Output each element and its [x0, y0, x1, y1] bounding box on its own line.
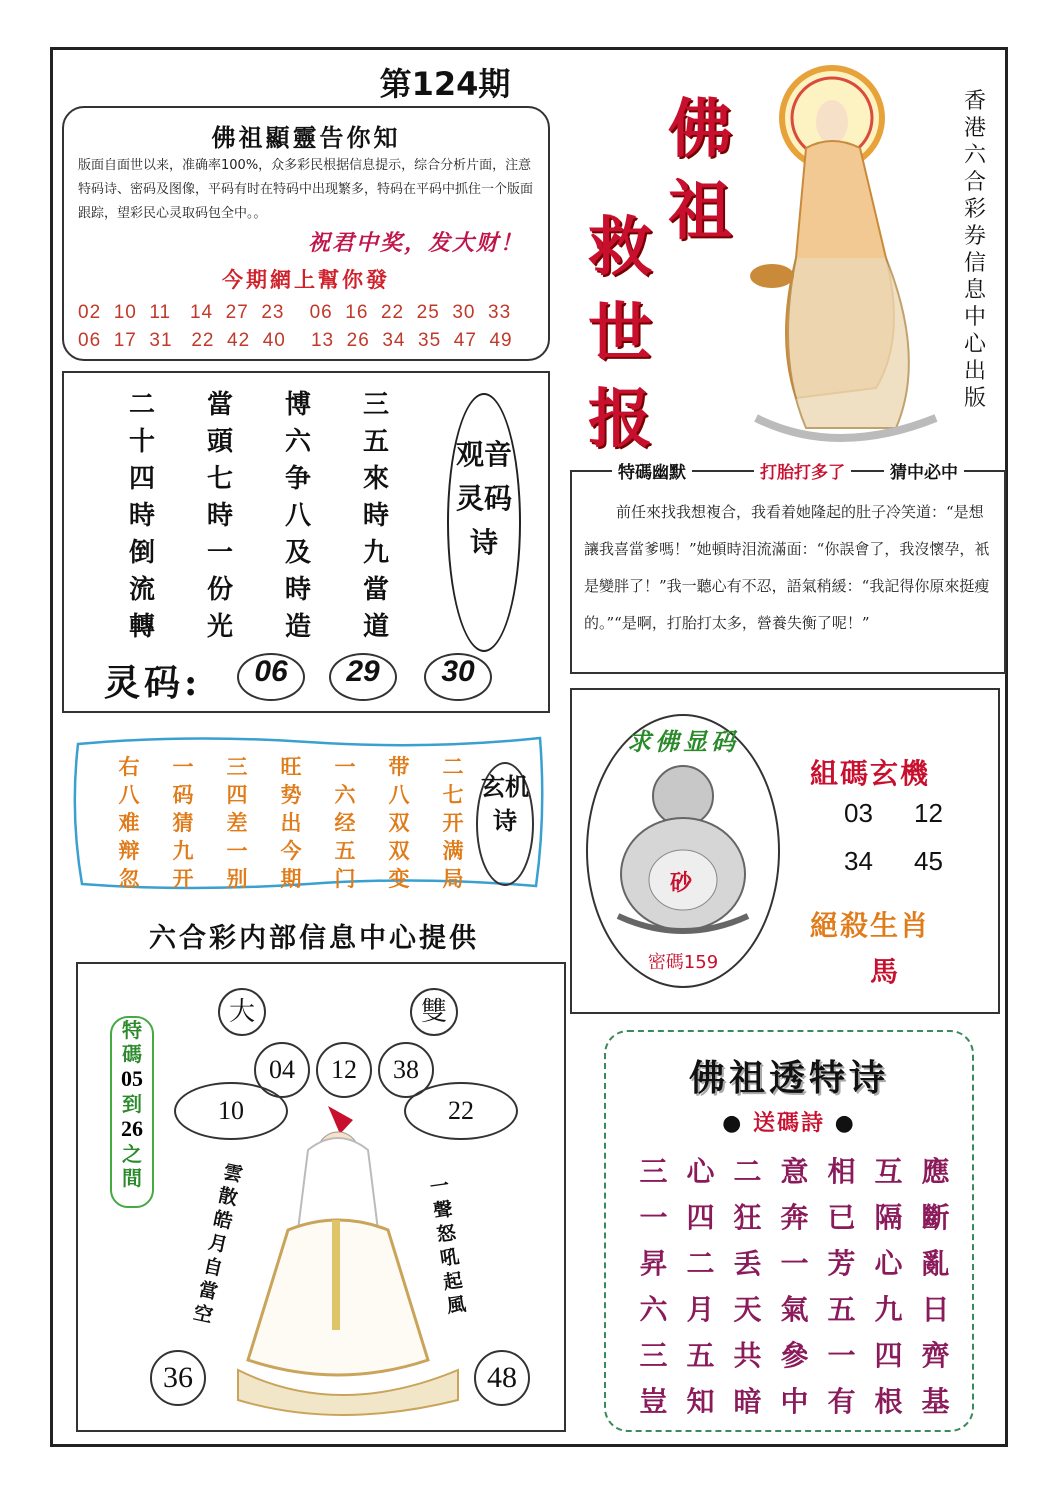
provided-by: 六合彩内部信息中心提供 [149, 923, 479, 954]
poem-cell: 八 [118, 782, 140, 807]
bullet-icon: ● [722, 1110, 744, 1136]
poem-cell: 开 [172, 866, 194, 891]
poem-cell: 轉 [128, 612, 155, 642]
intro-numbers-row-1: 02 10 11 14 27 23 06 16 22 25 30 33 [78, 302, 512, 323]
tema-range-start: 05 [121, 1066, 143, 1091]
issue-number: 第124期 [379, 65, 511, 103]
combo-number: 03 [844, 798, 873, 828]
poem-cell: 码 [172, 782, 194, 807]
poem-cell: 基 [921, 1385, 950, 1418]
right-number: 22 [404, 1082, 518, 1140]
seated-guanyin-illustration [228, 1100, 478, 1426]
masthead-char-4: 世 [588, 296, 652, 371]
poem-cell: 造 [284, 612, 311, 642]
poem-cell: 期 [280, 866, 302, 891]
buddha-oval [586, 714, 780, 988]
poem-cell: 四 [128, 464, 155, 494]
masthead-char-3: 救 [588, 210, 652, 285]
poem-cell: 势 [280, 782, 302, 807]
poem-cell: 旺 [280, 754, 302, 779]
poem-cell: 月 [686, 1293, 715, 1326]
joke-label-left: 特碼幽默 [612, 458, 692, 483]
poem-cell: 份 [206, 575, 233, 605]
poem-cell: 三 [226, 754, 248, 779]
right-poem-vertical: 一聲怒吼起風 [428, 1174, 468, 1318]
kill-zodiac-value: 馬 [870, 955, 899, 988]
poem-cell: 知 [686, 1385, 715, 1418]
poem-cell: 忽 [118, 866, 140, 891]
poem-cell: 七 [206, 464, 233, 494]
poem-cell: 一 [334, 754, 356, 779]
poem-cell: 亂 [921, 1247, 950, 1280]
ling-ma-label: 灵码: [104, 662, 202, 704]
combo-number: 12 [914, 798, 943, 828]
poem-cell: 意 [780, 1155, 809, 1188]
poem-cell: 六 [334, 782, 356, 807]
joke-header [594, 458, 982, 484]
masthead-char-5: 报 [588, 382, 652, 457]
poem-cell: 一 [827, 1339, 856, 1372]
secret-code: 密碼159 [647, 952, 719, 973]
poem-cell: 差 [226, 810, 248, 835]
poem-cell: 开 [442, 810, 464, 835]
poem-cell: 十 [128, 427, 155, 457]
intro-subtitle: 今期網上幫你發 [222, 267, 390, 292]
poem-cell: 九 [172, 838, 194, 863]
poem-cell: 及 [284, 538, 311, 568]
masthead-char-1: 佛 [668, 92, 732, 167]
poem-cell: 经 [334, 810, 356, 835]
poem-cell: 一 [639, 1201, 668, 1234]
poem-cell: 一 [172, 754, 194, 779]
combo-number: 45 [914, 846, 943, 876]
poem-cell: 應 [921, 1155, 950, 1188]
poem-cell: 頭 [206, 427, 233, 457]
tema-box [76, 962, 566, 1432]
poem-cell: 丢 [733, 1247, 762, 1280]
xuanji-poem-box [68, 734, 546, 894]
poem-cell: 心 [686, 1155, 715, 1188]
poem-cell: 根 [874, 1385, 903, 1418]
xuanji-poem-grid [102, 754, 480, 892]
joke-box [570, 463, 1006, 674]
bottom-right-number: 48 [474, 1350, 530, 1406]
tema-range-char: 碼 [122, 1042, 142, 1066]
intro-box [62, 106, 550, 361]
poem-cell: 带 [388, 754, 410, 779]
left-poem-vertical: 雲散皓月自當空 [191, 1160, 245, 1328]
poem-cell: 二 [442, 754, 464, 779]
poem-cell: 五 [334, 838, 356, 863]
poem-cell: 倒 [128, 538, 155, 568]
poem-cell: 六 [639, 1293, 668, 1326]
big-badge: 大 [218, 988, 266, 1036]
poem-cell: 辩 [118, 838, 140, 863]
poem-cell: 奔 [780, 1201, 809, 1234]
poem-cell: 有 [827, 1385, 856, 1418]
tema-range-char: 到 [122, 1092, 142, 1116]
bottom-left-number: 36 [150, 1350, 206, 1406]
poem-cell: 双 [388, 838, 410, 863]
foz-poem-grid [630, 1154, 959, 1420]
poem-cell: 八 [284, 501, 311, 531]
poem-cell: 门 [334, 866, 356, 891]
poem-cell: 满 [442, 838, 464, 863]
poem-cell: 右 [118, 754, 140, 779]
top-number: 38 [378, 1042, 434, 1098]
poem-cell: 二 [686, 1247, 715, 1280]
poem-cell: 共 [733, 1339, 762, 1372]
bullet-icon: ● [834, 1110, 856, 1136]
poem-cell: 道 [362, 612, 389, 642]
guanyin-illustration [736, 58, 954, 458]
poem-cell: 當 [362, 575, 389, 605]
joke-text: 前任來找我想複合，我看着她隆起的肚子冷笑道：“是想讓我喜當爹嗎！”她頓時泪流滿面：“你誤會了，我沒懷孕，衹是變胖了！”我一聽心有不忍，語氣稍緩：“我記得你原來挺瘦的。”“是啊，打胎打太多，營養失衡了呢！” [584, 503, 990, 632]
poem-cell: 双 [388, 810, 410, 835]
poem-cell: 互 [874, 1155, 903, 1188]
poem-cell: 已 [827, 1201, 856, 1234]
poem-cell: 來 [362, 464, 389, 494]
poem-cell: 猜 [172, 810, 194, 835]
poem-cell: 日 [921, 1293, 950, 1326]
poem-cell: 隔 [874, 1201, 903, 1234]
poem-cell: 天 [733, 1293, 762, 1326]
poem-cell: 暗 [733, 1385, 762, 1418]
poem-cell: 當 [206, 390, 233, 420]
ling-ma-number: 06 [237, 653, 305, 701]
ling-ma-number: 30 [424, 653, 492, 701]
poem-cell: 四 [686, 1201, 715, 1234]
intro-numbers-row-2: 06 17 31 22 42 40 13 26 34 35 47 49 [78, 330, 513, 351]
poem-cell: 時 [284, 575, 311, 605]
tema-range-end: 26 [121, 1116, 143, 1141]
laughing-buddha-illustration [608, 756, 758, 936]
poem-cell: 二 [128, 390, 155, 420]
xuanji-oval [476, 762, 534, 886]
foz-poem-subtitle-row [606, 1106, 972, 1137]
poem-cell: 相 [827, 1155, 856, 1188]
poem-cell: 心 [874, 1247, 903, 1280]
poem-cell: 一 [226, 838, 248, 863]
poem-cell: 变 [388, 866, 410, 891]
tema-range-char: 之 [122, 1142, 142, 1166]
foz-poem-title: 佛祖透特诗 [688, 1057, 889, 1099]
poem-cell: 五 [827, 1293, 856, 1326]
buddha-arc-text: 求佛显码 [627, 727, 739, 756]
poem-cell: 八 [388, 782, 410, 807]
poem-cell: 芳 [827, 1247, 856, 1280]
poem-cell: 别 [226, 866, 248, 891]
foz-poem-subtitle: 送碼詩 [752, 1110, 825, 1136]
poem-cell: 九 [874, 1293, 903, 1326]
poem-cell: 氣 [780, 1293, 809, 1326]
foz-poem-box [604, 1030, 974, 1432]
poem-cell: 四 [226, 782, 248, 807]
poem-cell: 五 [686, 1339, 715, 1372]
kill-zodiac-title: 絕殺生肖 [810, 909, 931, 942]
guanyin-poem-oval [447, 393, 521, 652]
combo-title: 組碼玄機 [810, 757, 931, 790]
buddha-box [570, 688, 1000, 1014]
poem-cell: 二 [733, 1155, 762, 1188]
poem-cell: 局 [442, 866, 464, 891]
poem-cell: 六 [284, 427, 311, 457]
guanyin-poem-grid [104, 389, 414, 644]
poem-cell: 四 [874, 1339, 903, 1372]
xuanji-label: 玄机诗 [481, 772, 529, 835]
poem-cell: 齊 [921, 1339, 950, 1372]
poem-cell: 九 [362, 538, 389, 568]
joke-label-right: 猜中必中 [884, 458, 964, 483]
poem-cell: 昇 [639, 1247, 668, 1280]
poem-cell: 豈 [639, 1385, 668, 1418]
combo-number: 34 [844, 846, 873, 876]
poem-cell: 一 [206, 538, 233, 568]
poem-cell: 狂 [733, 1201, 762, 1234]
poem-cell: 時 [362, 501, 389, 531]
poem-cell: 參 [780, 1339, 809, 1372]
poem-cell: 出 [280, 810, 302, 835]
top-number: 04 [254, 1042, 310, 1098]
tema-range [110, 1016, 154, 1208]
poem-cell: 流 [128, 575, 155, 605]
poem-cell: 博 [284, 390, 311, 420]
intro-text: 版面自面世以来，准确率100%，众多彩民根据信息提示，综合分析片面，注意特码诗、密码及图像，平码有时在特码中出现繁多，特码在平码中抓住一个版面跟踪，望彩民心灵取码包全中。。 [78, 158, 534, 221]
poem-cell: 中 [780, 1385, 809, 1418]
intro-wish: 祝君中奖，发大财！ [307, 231, 524, 256]
ling-ma-number: 29 [329, 653, 397, 701]
poem-cell: 难 [118, 810, 140, 835]
tema-range-char: 間 [122, 1166, 142, 1190]
poem-cell: 七 [442, 782, 464, 807]
poem-cell: 一 [780, 1247, 809, 1280]
poem-cell: 時 [206, 501, 233, 531]
double-badge: 雙 [410, 988, 458, 1036]
poem-cell: 三 [639, 1339, 668, 1372]
poem-cell: 三 [362, 390, 389, 420]
poem-cell: 争 [284, 464, 311, 494]
guanyin-poem-label: 观音灵码诗 [455, 438, 512, 559]
poem-cell: 五 [362, 427, 389, 457]
publisher-vertical: 香港六合彩券信息中心出版 [963, 89, 986, 411]
poem-cell: 今 [280, 838, 302, 863]
intro-title: 佛祖顯靈告你知 [211, 123, 401, 152]
poem-cell: 光 [206, 612, 233, 642]
masthead-char-2: 祖 [668, 174, 732, 249]
buddha-belly-char: 砂 [670, 870, 693, 896]
poem-cell: 時 [128, 501, 155, 531]
poem-cell: 三 [639, 1155, 668, 1188]
guanyin-poem-box [62, 371, 550, 713]
poem-cell: 斷 [921, 1201, 950, 1234]
left-number: 10 [174, 1082, 288, 1140]
top-number: 12 [316, 1042, 372, 1098]
joke-label-mid: 打胎打多了 [754, 458, 851, 483]
tema-range-char: 特 [122, 1018, 142, 1042]
